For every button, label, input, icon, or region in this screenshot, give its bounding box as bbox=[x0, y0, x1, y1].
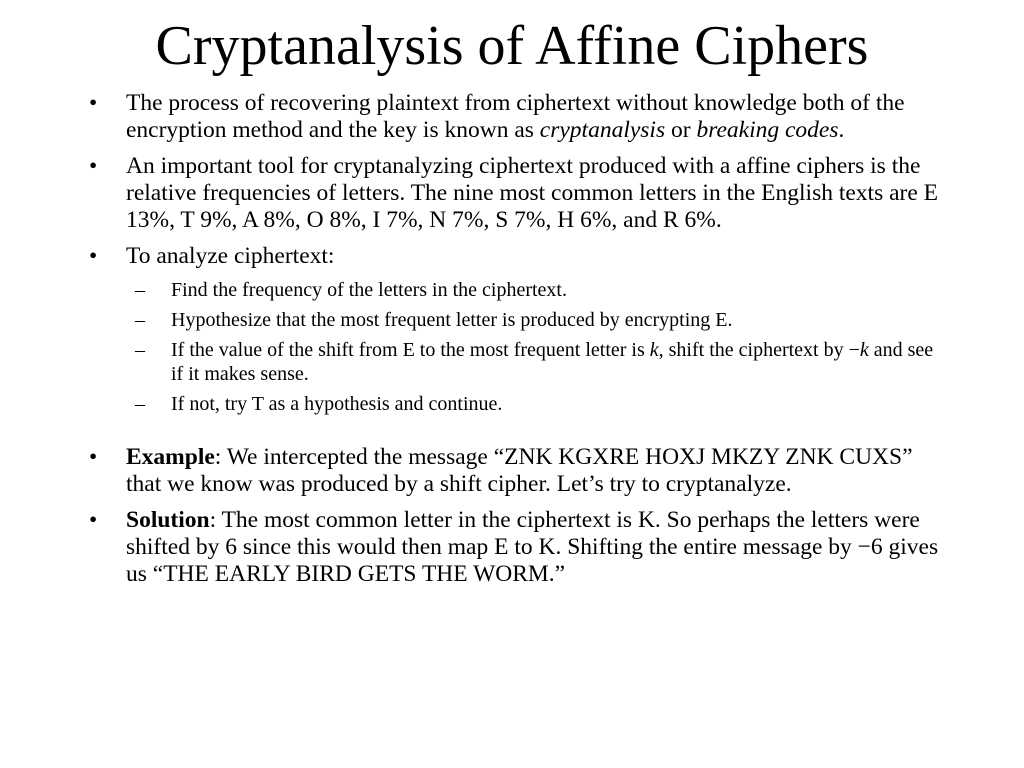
sub-bullet-list bbox=[126, 278, 949, 416]
sub-bullet-item bbox=[126, 392, 949, 416]
bullet-item-solution bbox=[89, 507, 949, 588]
bullet-item-example bbox=[89, 444, 949, 498]
bullet-text: The process of recovering plaintext from ciphertext without knowledge both of the encryption method and the key is known as bbox=[126, 90, 905, 143]
bullet-text: To analyze ciphertext: bbox=[126, 243, 335, 269]
sub-bullet-item bbox=[126, 308, 949, 332]
sub-bullet-item bbox=[126, 278, 949, 302]
solution-label: Solution bbox=[126, 507, 210, 533]
sub-bullet-text: If the value of the shift from E to the most frequent letter is bbox=[171, 339, 650, 361]
sub-bullet-text: If not, try T as a hypothesis and continue. bbox=[171, 393, 503, 415]
term-breaking-codes: breaking codes bbox=[696, 117, 839, 143]
variable-k: k bbox=[649, 339, 659, 361]
sub-bullet-text: Hypothesize that the most frequent letter is produced by encrypting E. bbox=[171, 309, 733, 331]
bullet-text: : The most common letter in the ciphertext is K. So perhaps the letters were shifted by 6 since this would then map E to K. Shifting the entire message by −6 gives us “THE EARLY BIRD GETS THE WORM.” bbox=[126, 507, 939, 587]
bullet-text: An important tool for cryptanalyzing ciphertext produced with a affine ciphers is the relative frequencies of letters. The nine most common letters in the English texts are E 13%, T 9%, A 8%, O 8%, I 7%, N 7%, S 7%, H 6%, and R 6%. bbox=[126, 153, 939, 233]
sub-bullet-item bbox=[126, 338, 949, 386]
bullet-text: . bbox=[838, 117, 845, 143]
bullet-text: or bbox=[665, 117, 697, 143]
slide-title: Cryptanalysis of Affine Ciphers bbox=[155, 15, 869, 77]
term-cryptanalysis: cryptanalysis bbox=[539, 117, 666, 143]
bullet-item-analyze-steps bbox=[89, 243, 949, 416]
bullet-list bbox=[89, 90, 949, 597]
bullet-item-letter-frequencies bbox=[89, 153, 949, 234]
sub-bullet-text: and see if it makes sense. bbox=[171, 339, 934, 385]
bullet-item-cryptanalysis-definition bbox=[89, 90, 949, 144]
bullet-text: : We intercepted the message “ZNK KGXRE HOXJ MKZY ZNK CUXS” that we know was produced by a shift cipher. Let’s try to cryptanalyze. bbox=[126, 444, 913, 497]
variable-k: k bbox=[859, 339, 869, 361]
sub-bullet-text: Find the frequency of the letters in the ciphertext. bbox=[171, 279, 567, 301]
example-label: Example bbox=[126, 444, 215, 470]
sub-bullet-text: , shift the ciphertext by − bbox=[658, 339, 860, 361]
